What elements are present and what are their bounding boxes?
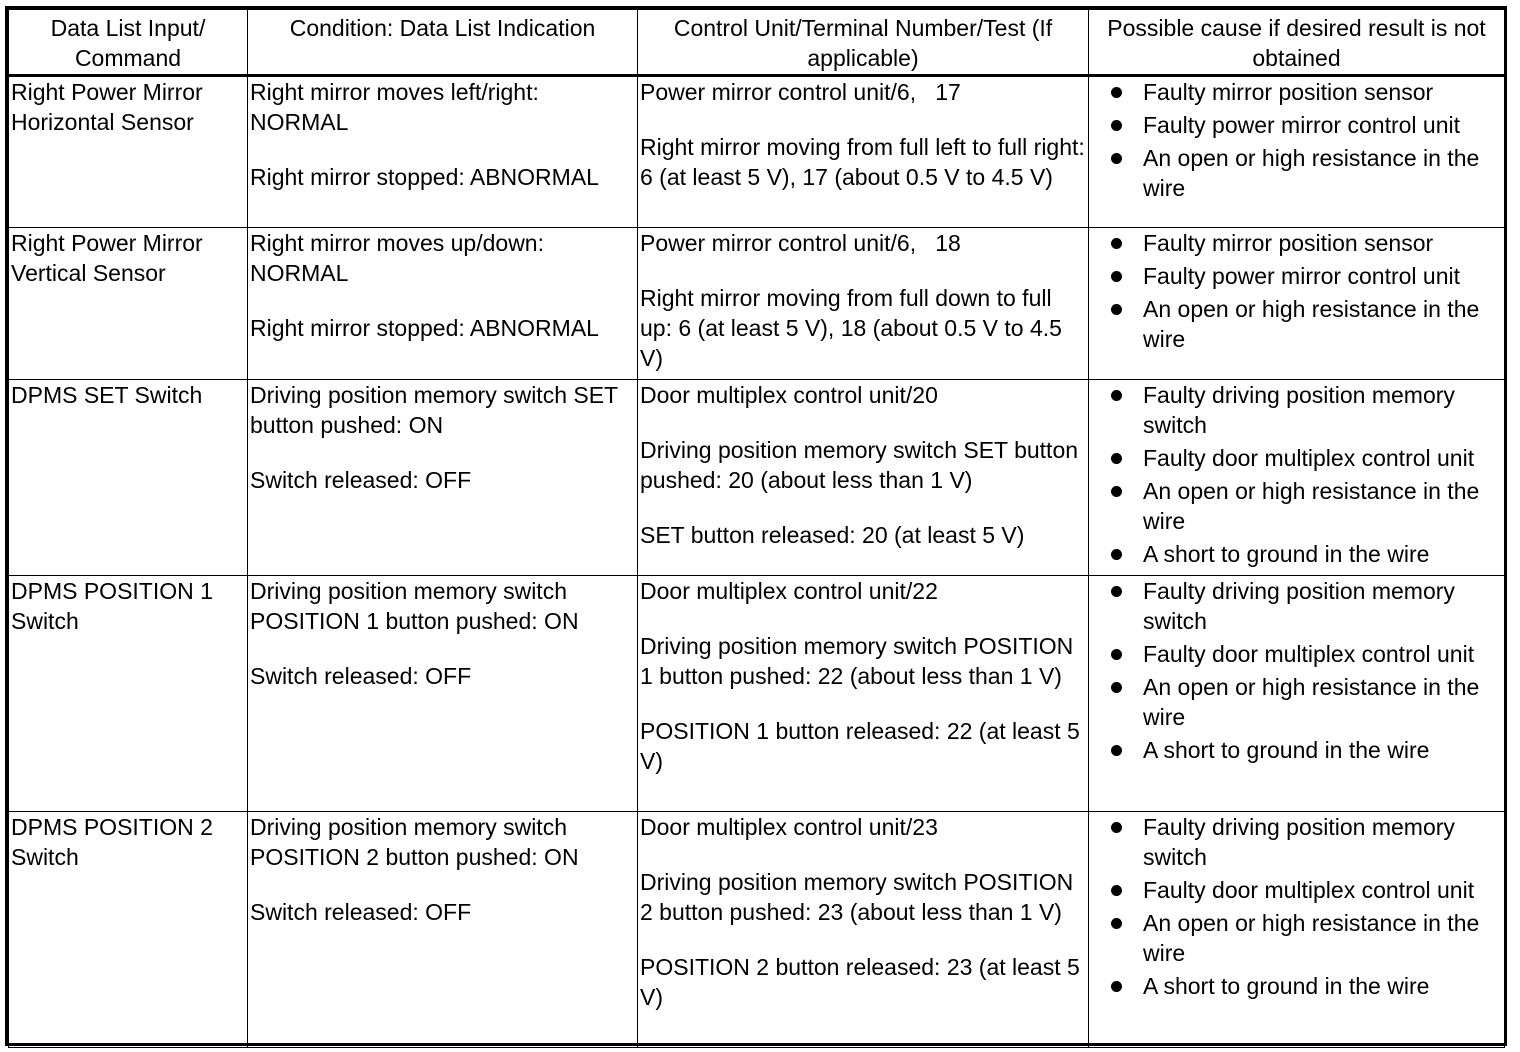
control-text: Door multiplex control unit/22 [640,578,938,604]
cause-item [1091,576,1502,636]
cause-text: A short to ground in the wire [1143,541,1430,567]
control-text: Right mirror moving from full down to full up: 6 (at least 5 V), 18 (about 0.5 V to 4.5 V) [640,285,1062,371]
cause-list [1091,380,1502,569]
bullet-icon [1111,918,1122,929]
cause-item [1091,380,1502,440]
cell-condition [248,812,638,1048]
cause-item [1091,539,1502,569]
condition-text: Driving position memory switch SET button pushed: ON [250,382,618,438]
cell-condition [248,228,638,380]
condition-text: Switch released: OFF [250,663,472,689]
cause-list [1091,77,1502,203]
cause-text: Faulty power mirror control unit [1143,112,1460,138]
cause-item [1091,812,1502,872]
cause-text: An open or high resistance in the wire [1143,910,1480,966]
cause-text: An open or high resistance in the wire [1143,145,1480,201]
cell-input: Right Power Mirror Horizontal Sensor [9,76,248,228]
bullet-icon [1111,981,1122,992]
control-text: Door multiplex control unit/20 [640,382,938,408]
control-text: Driving position memory switch SET button pushed: 20 (about less than 1 V) [640,437,1079,493]
cause-item [1091,735,1502,765]
cell-control [638,812,1089,1048]
cause-item [1091,443,1502,473]
cell-input: DPMS POSITION 2 Switch [9,812,248,1048]
control-text: POSITION 2 button released: 23 (at least 5 V) [640,954,1080,1010]
cell-causes [1089,76,1505,228]
bullet-icon [1111,153,1122,164]
cause-list [1091,576,1502,765]
cause-item [1091,110,1502,140]
cell-causes [1089,228,1505,380]
cause-text: Faulty mirror position sensor [1143,230,1434,256]
cell-causes [1089,576,1505,812]
bullet-icon [1111,87,1122,98]
condition-text: Switch released: OFF [250,899,472,925]
condition-text: Right mirror stopped: ABNORMAL [250,315,599,341]
cause-text: Faulty mirror position sensor [1143,79,1434,105]
cause-item [1091,476,1502,536]
cell-control [638,380,1089,576]
cell-condition [248,380,638,576]
control-text: Driving position memory switch POSITION 2 button pushed: 23 (about less than 1 V) [640,869,1074,925]
cause-text: An open or high resistance in the wire [1143,674,1480,730]
control-text: Right mirror moving from full left to full right: 6 (at least 5 V), 17 (about 0.5 V to 4.5 V) [640,134,1085,190]
control-text: Power mirror control unit/6, 17 [640,79,961,105]
table-row [9,812,1505,1048]
header-control-unit: Control Unit/Terminal Number/Test (If applicable) [638,10,1089,76]
cause-text: Faulty power mirror control unit [1143,263,1460,289]
cause-text: Faulty door multiplex control unit [1143,641,1475,667]
cause-text: Faulty driving position memory switch [1143,814,1455,870]
bullet-icon [1111,822,1122,833]
cause-text: Faulty driving position memory switch [1143,578,1455,634]
bullet-icon [1111,486,1122,497]
bullet-icon [1111,682,1122,693]
table-row [9,380,1505,576]
condition-text: Driving position memory switch POSITION 2 button pushed: ON [250,814,579,870]
cell-control [638,228,1089,380]
condition-text: Right mirror moves left/right: NORMAL [250,79,539,135]
header-data-list-input: Data List Input/ Command [9,10,248,76]
bullet-icon [1111,120,1122,131]
bullet-icon [1111,649,1122,660]
cause-item [1091,639,1502,669]
control-text: POSITION 1 button released: 22 (at least 5 V) [640,718,1080,774]
cause-text: An open or high resistance in the wire [1143,478,1480,534]
condition-text: Right mirror stopped: ABNORMAL [250,164,599,190]
cell-condition [248,76,638,228]
cause-text: A short to ground in the wire [1143,737,1430,763]
cause-item [1091,261,1502,291]
table-header-row [9,10,1505,76]
bullet-icon [1111,304,1122,315]
control-text: Driving position memory switch POSITION 1 button pushed: 22 (about less than 1 V) [640,633,1074,689]
table-row [9,228,1505,380]
cause-text: Faulty driving position memory switch [1143,382,1455,438]
bullet-icon [1111,271,1122,282]
bullet-icon [1111,549,1122,560]
bullet-icon [1111,390,1122,401]
table-row [9,576,1505,812]
cause-item [1091,77,1502,107]
data-list-table-frame [5,6,1507,1046]
cell-causes [1089,380,1505,576]
table-row [9,76,1505,228]
data-list-table [8,9,1505,1048]
cause-text: A short to ground in the wire [1143,973,1430,999]
bullet-icon [1111,586,1122,597]
cause-text: Faulty door multiplex control unit [1143,877,1475,903]
bullet-icon [1111,238,1122,249]
cell-control [638,576,1089,812]
header-possible-cause: Possible cause if desired result is not obtained [1089,10,1505,76]
cell-causes [1089,812,1505,1048]
cause-item [1091,908,1502,968]
control-text: SET button released: 20 (at least 5 V) [640,522,1025,548]
condition-text: Driving position memory switch POSITION 1 button pushed: ON [250,578,579,634]
header-condition: Condition: Data List Indication [248,10,638,76]
cause-text: Faulty door multiplex control unit [1143,445,1475,471]
condition-text: Right mirror moves up/down: NORMAL [250,230,544,286]
cause-item [1091,672,1502,732]
bullet-icon [1111,453,1122,464]
control-text: Power mirror control unit/6, 18 [640,230,961,256]
cause-item [1091,228,1502,258]
cell-input: DPMS POSITION 1 Switch [9,576,248,812]
cause-list [1091,812,1502,1001]
cell-control [638,76,1089,228]
cause-item [1091,294,1502,354]
cause-item [1091,143,1502,203]
cause-item [1091,875,1502,905]
bullet-icon [1111,885,1122,896]
cell-input: Right Power Mirror Vertical Sensor [9,228,248,380]
cell-input: DPMS SET Switch [9,380,248,576]
cause-item [1091,971,1502,1001]
cause-list [1091,228,1502,354]
control-text: Door multiplex control unit/23 [640,814,938,840]
condition-text: Switch released: OFF [250,467,472,493]
cell-condition [248,576,638,812]
cause-text: An open or high resistance in the wire [1143,296,1480,352]
bullet-icon [1111,745,1122,756]
